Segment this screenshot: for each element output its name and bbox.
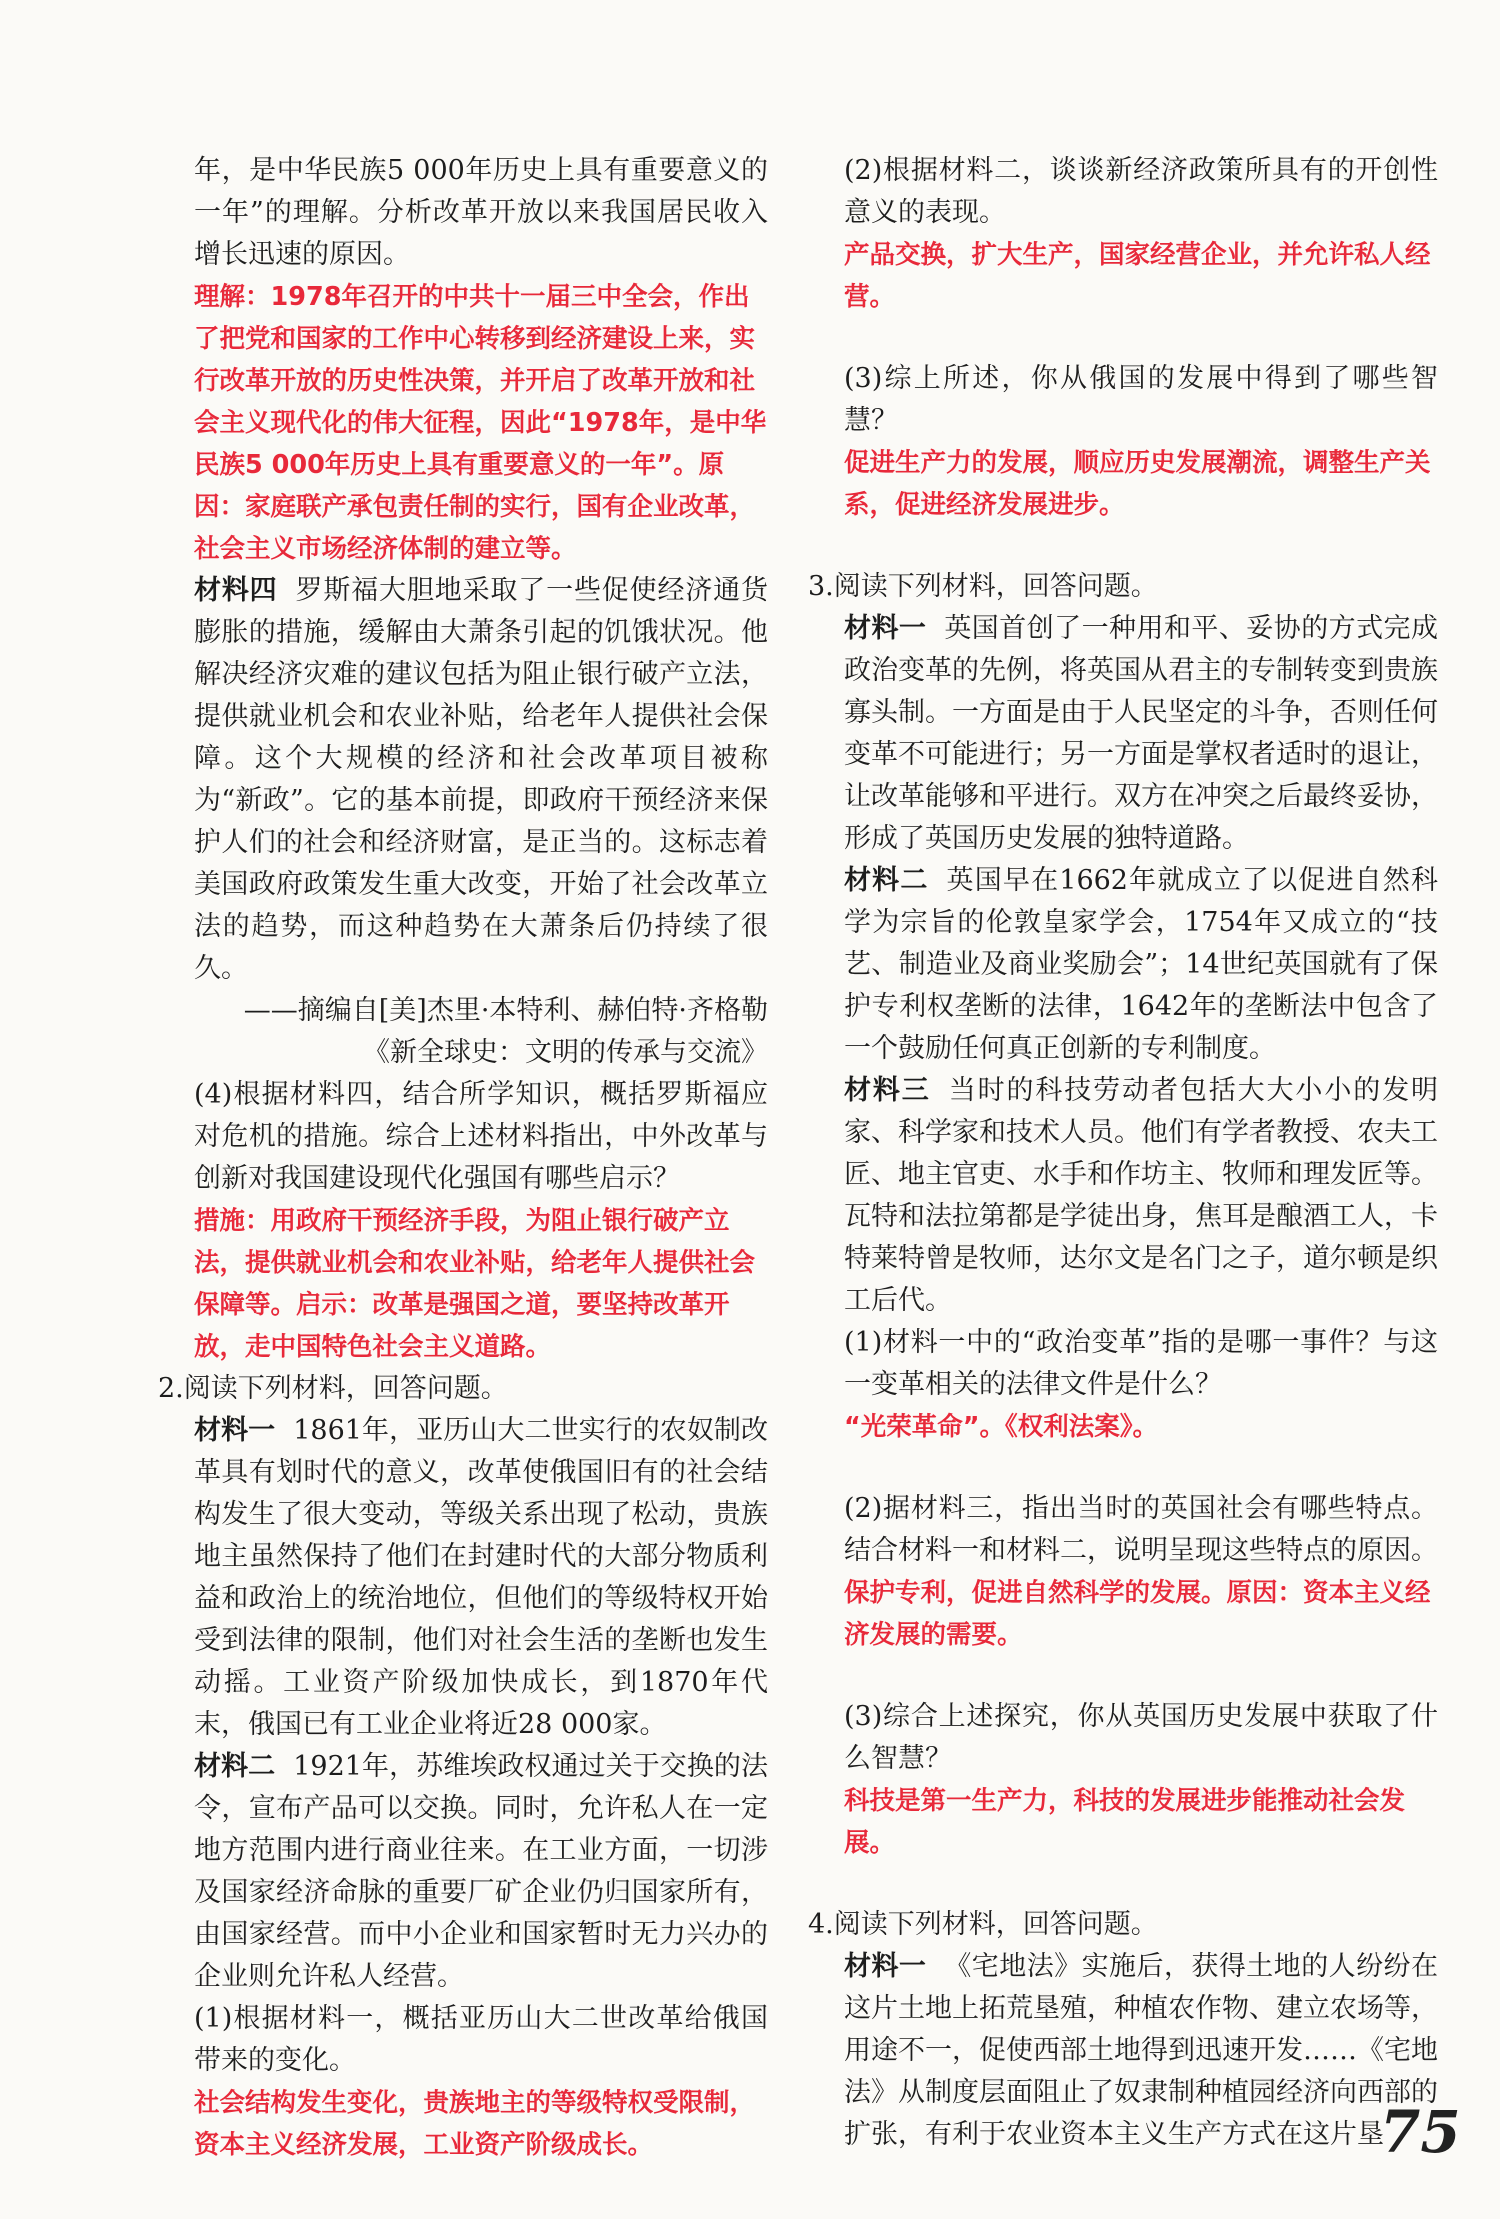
material-label: 材料一 bbox=[844, 613, 927, 644]
answer-space bbox=[808, 1864, 1438, 1904]
answer-2-3: 促进生产力的发展，顺应历史发展潮流，调整生产关系，促进经济发展进步。 bbox=[844, 448, 1431, 520]
q2-material-2 bbox=[158, 1746, 768, 1998]
answer-space bbox=[808, 526, 1438, 566]
question-3-2: (2)据材料三，指出当时的英国社会有哪些特点。结合材料一和材料二，说明呈现这些特点的原因。 bbox=[844, 1493, 1438, 1566]
material-text: 英国首创了一种用和平、妥协的方式完成政治变革的先例，将英国从君主的专制转变到贵族寡头制。一方面是由于人民坚定的斗争，否则任何变革不可能进行；另一方面是掌权者适时的退让，让改革能够和平进行。双方在冲突之后最终妥协，形成了英国历史发展的独特道路。 bbox=[844, 613, 1439, 854]
answer-4: 措施：用政府干预经济手段，为阻止银行破产立法，提供就业机会和农业补贴，给老年人提供社会保障等。启示：改革是强国之道，要坚持改革开放，走中国特色社会主义道路。 bbox=[194, 1206, 756, 1362]
answer-3-1: “光荣革命”。《权利法案》。 bbox=[844, 1412, 1159, 1442]
answer-space bbox=[808, 1448, 1438, 1488]
question-3-3: (3)综合上述探究，你从英国历史发展中获取了什么智慧？ bbox=[844, 1701, 1438, 1774]
source-line-2: 《新全球史：文明的传承与交流》 bbox=[363, 1037, 768, 1068]
q3-material-1 bbox=[808, 608, 1438, 860]
answer-space bbox=[808, 318, 1438, 358]
q3-material-2 bbox=[808, 860, 1438, 1070]
question-2-1: (1)根据材料一，概括亚历山大二世改革给俄国带来的变化。 bbox=[194, 2003, 768, 2076]
question-3-heading: 3.阅读下列材料，回答问题。 bbox=[808, 571, 1158, 602]
q3-material-3 bbox=[808, 1070, 1438, 1322]
material-label: 材料四 bbox=[194, 575, 278, 606]
material-4 bbox=[158, 570, 768, 990]
answer-1: 理解：1978年召开的中共十一届三中全会，作出了把党和国家的工作中心转移到经济建设上来，实行改革开放的历史性决策，并开启了改革开放和社会主义现代化的伟大征程，因此“1978年，是中华民族5 000年历史上具有重要意义的一年”。原因：家庭联产承包责任制的实行，国有企业改革，社会主义市场经济体制的建立等。 bbox=[194, 282, 767, 564]
material-label: 材料一 bbox=[194, 1415, 276, 1446]
material-text: 1861年，亚历山大二世实行的农奴制改革具有划时代的意义，改革使俄国旧有的社会结构发生了很大变动，等级关系出现了松动，贵族地主虽然保持了他们在封建时代的大部分物质利益和政治上的统治地位，但他们的等级特权开始受到法律的限制，他们对社会生活的垄断也发生动摇。工业资产阶级加快成长，到1870年代末，俄国已有工业企业将近28 000家。 bbox=[194, 1415, 768, 1740]
material-label: 材料一 bbox=[844, 1951, 927, 1982]
answer-space bbox=[808, 1656, 1438, 1696]
material-text: 英国早在1662年就成立了以促进自然科学为宗旨的伦敦皇家学会，1754年又成立的“技艺、制造业及商业奖励会”；14世纪英国就有了保护专利权垄断的法律，1642年的垄断法中包含了一个鼓励任何真正创新的专利制度。 bbox=[844, 865, 1438, 1064]
question-4: (4)根据材料四，结合所学知识，概括罗斯福应对危机的措施。综合上述材料指出，中外改革与创新对我国建设现代化强国有哪些启示？ bbox=[194, 1079, 768, 1194]
question-2-2: (2)根据材料二，谈谈新经济政策所具有的开创性意义的表现。 bbox=[844, 155, 1438, 228]
question-4-heading: 4.阅读下列材料，回答问题。 bbox=[808, 1909, 1158, 1940]
answer-3-2: 保护专利，促进自然科学的发展。原因：资本主义经济发展的需要。 bbox=[844, 1578, 1431, 1650]
material-label: 材料三 bbox=[844, 1075, 931, 1106]
question-intro: 年，是中华民族5 000年历史上具有重要意义的一年”的理解。分析改革开放以来我国居民收入增长迅速的原因。 bbox=[194, 155, 768, 270]
answer-2-1: 社会结构发生变化，贵族地主的等级特权受限制，资本主义经济发展，工业资产阶级成长。 bbox=[194, 2088, 756, 2160]
material-text: 《宅地法》实施后，获得土地的人纷纷在这片土地上拓荒垦殖，种植农作物、建立农场等，用途不一，促使西部土地得到迅速开发……《宅地法》从制度层面阻止了奴隶制种植园经济向西部的扩张，有利于农业资本主义生产方式在这片垦 bbox=[844, 1951, 1439, 2150]
material-label: 材料二 bbox=[844, 865, 929, 896]
question-2-heading: 2.阅读下列材料，回答问题。 bbox=[158, 1373, 508, 1404]
question-2-3: (3)综上所述，你从俄国的发展中得到了哪些智慧？ bbox=[844, 363, 1438, 436]
left-column bbox=[158, 150, 768, 2166]
page-number: 75 bbox=[1380, 2098, 1461, 2166]
column-divider bbox=[784, 150, 785, 2080]
material-text: 罗斯福大胆地采取了一些促使经济通货膨胀的措施，缓解由大萧条引起的饥饿状况。他解决经济灾难的建议包括为阻止银行破产立法，提供就业机会和农业补贴，给老年人提供社会保障。这个大规模的经济和社会改革项目被称为“新政”。它的基本前提，即政府干预经济来保护人们的社会和经济财富，是正当的。这标志着美国政府政策发生重大改变，开始了社会改革立法的趋势，而这种趋势在大萧条后仍持续了很久。 bbox=[194, 575, 769, 984]
material-label: 材料二 bbox=[194, 1751, 276, 1782]
right-column bbox=[808, 150, 1438, 2156]
material-text: 当时的科技劳动者包括大大小小的发明家、科学家和技术人员。他们有学者教授、农夫工匠、地主官吏、水手和作坊主、牧师和理发匠等。瓦特和法拉第都是学徒出身，焦耳是酿酒工人，卡特莱特曾是牧师，达尔文是名门之子，道尔顿是织工后代。 bbox=[844, 1075, 1439, 1316]
q4-material-1 bbox=[808, 1946, 1438, 2156]
source-line-1: ——摘编自[美]杰里·本特利、赫伯特·齐格勒 bbox=[243, 995, 768, 1026]
answer-2-2: 产品交换，扩大生产，国家经营企业，并允许私人经营。 bbox=[844, 240, 1431, 312]
question-3-1: (1)材料一中的“政治变革”指的是哪一事件？与这一变革相关的法律文件是什么？ bbox=[844, 1327, 1438, 1400]
answer-3-3: 科技是第一生产力，科技的发展进步能推动社会发展。 bbox=[844, 1786, 1406, 1858]
q2-material-1 bbox=[158, 1410, 768, 1746]
material-text: 1921年，苏维埃政权通过关于交换的法令，宣布产品可以交换。同时，允许私人在一定地方范围内进行商业往来。在工业方面，一切涉及国家经济命脉的重要厂矿企业仍归国家所有，由国家经营。而中小企业和国家暂时无力兴办的企业则允许私人经营。 bbox=[194, 1751, 768, 1992]
